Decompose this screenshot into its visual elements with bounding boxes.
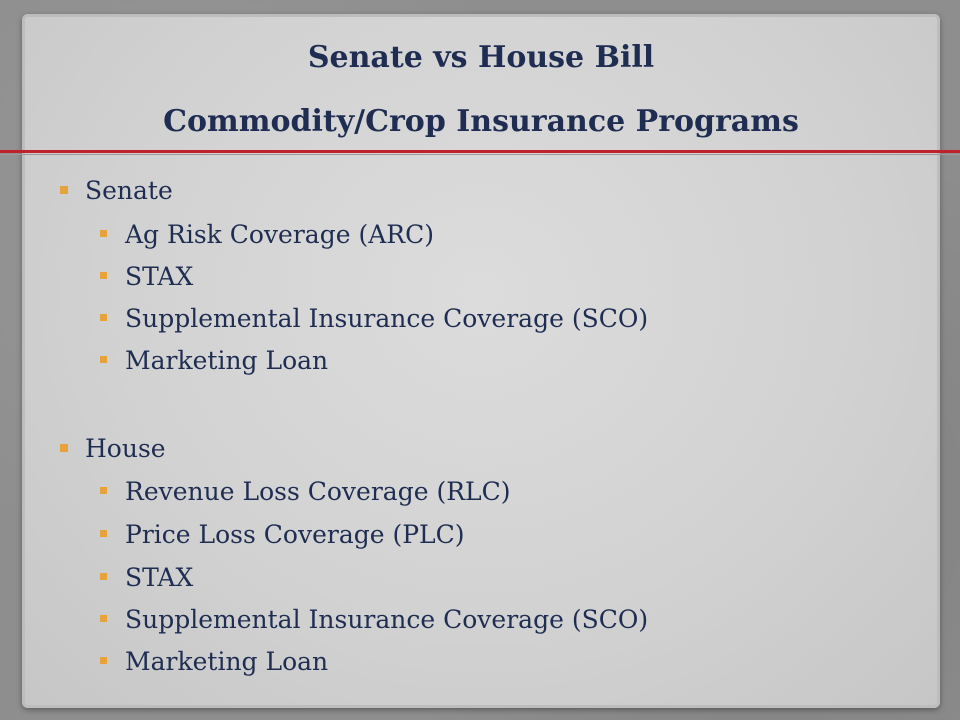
senate-item-marketing-loan: Marketing Loan: [125, 346, 329, 375]
senate-sub-item: [100, 304, 648, 333]
senate-item-arc: Ag Risk Coverage (ARC): [125, 220, 434, 249]
square-bullet-icon: [60, 444, 68, 452]
title-divider-red: [0, 150, 960, 153]
square-bullet-icon: [100, 230, 107, 237]
house-sub-item: [100, 605, 648, 634]
slide-subtitle: Commodity/Crop Insurance Programs: [163, 104, 799, 139]
house-item-plc: Price Loss Coverage (PLC): [125, 520, 465, 549]
senate-sub-item: [100, 262, 193, 291]
title-divider-grey: [0, 154, 960, 155]
list-item-senate: [60, 176, 173, 205]
house-sub-item: [100, 477, 511, 506]
senate-item-sco: Supplemental Insurance Coverage (SCO): [125, 304, 649, 333]
senate-sub-item: [100, 346, 328, 375]
house-sub-item: [100, 563, 193, 592]
square-bullet-icon: [100, 657, 107, 664]
square-bullet-icon: [100, 272, 107, 279]
square-bullet-icon: [100, 487, 107, 494]
house-item-rlc: Revenue Loss Coverage (RLC): [125, 477, 511, 506]
house-sub-item: [100, 647, 328, 676]
senate-item-stax: STAX: [125, 262, 194, 291]
house-item-sco: Supplemental Insurance Coverage (SCO): [125, 605, 649, 634]
slide-title: Senate vs House Bill: [307, 40, 655, 75]
house-label: House: [85, 434, 166, 463]
list-item-house: [60, 434, 166, 463]
house-item-marketing-loan: Marketing Loan: [125, 647, 329, 676]
square-bullet-icon: [100, 615, 107, 622]
senate-sub-item: [100, 220, 434, 249]
house-item-stax: STAX: [125, 563, 194, 592]
house-sub-item: [100, 520, 465, 549]
square-bullet-icon: [100, 314, 107, 321]
square-bullet-icon: [60, 186, 68, 194]
senate-label: Senate: [85, 176, 173, 205]
square-bullet-icon: [100, 356, 107, 363]
square-bullet-icon: [100, 573, 107, 580]
square-bullet-icon: [100, 530, 107, 537]
